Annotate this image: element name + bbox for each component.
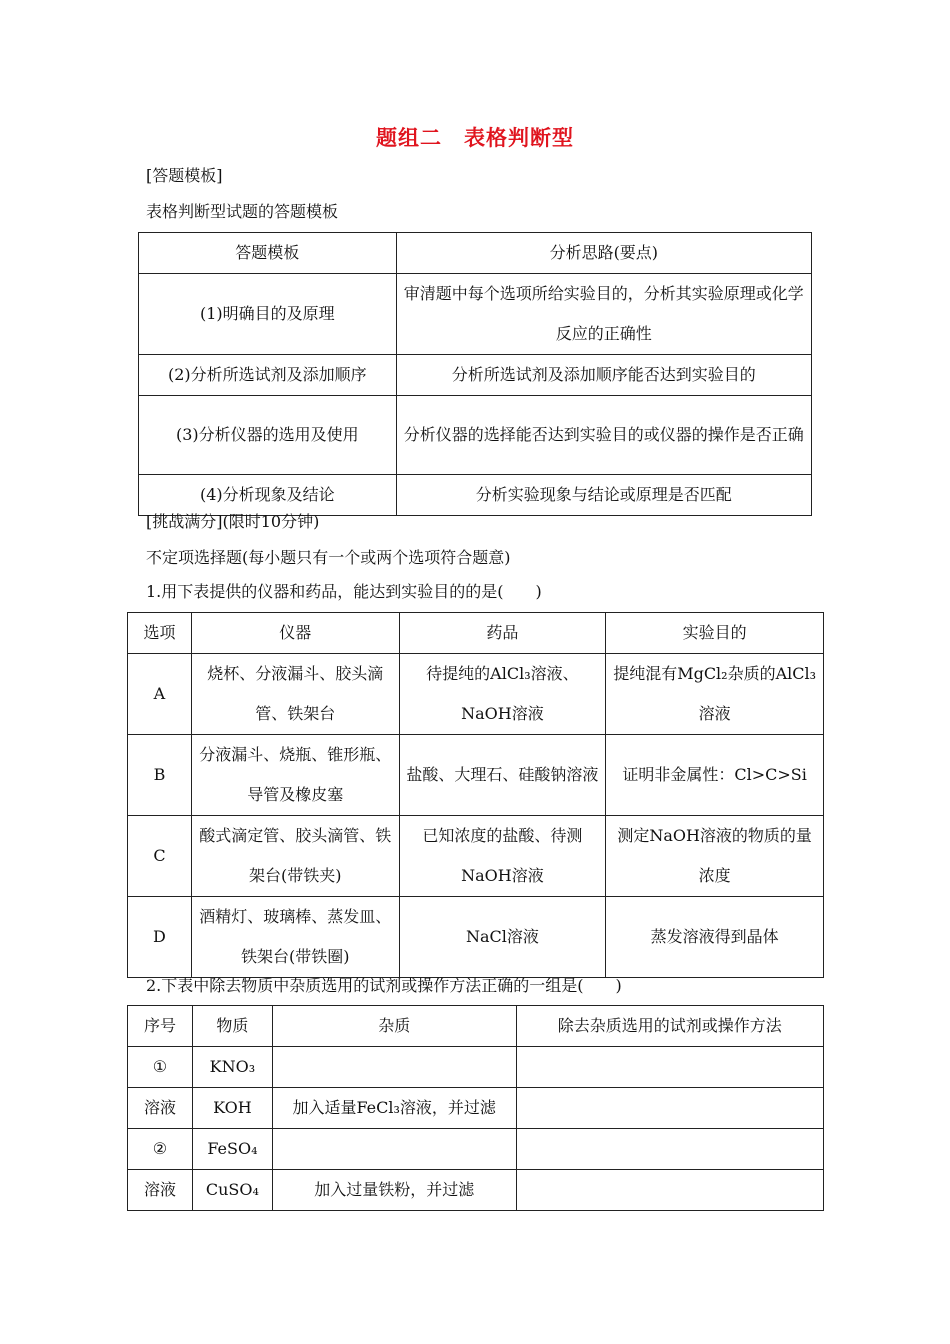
template-step: (4)分析现象及结论 xyxy=(139,475,397,516)
column-header: 选项 xyxy=(128,613,192,654)
serial-cell: 溶液 xyxy=(128,1088,193,1129)
column-header: 实验目的 xyxy=(606,613,824,654)
instrument-cell: 酒精灯、玻璃棒、蒸发皿、铁架台(带铁圈) xyxy=(191,897,399,978)
question-2-stem: 2.下表中除去物质中杂质选用的试剂或操作方法正确的一组是( ) xyxy=(146,976,622,995)
instrument-cell: 烧杯、分液漏斗、胶头滴管、铁架台 xyxy=(191,654,399,735)
impurity-cell xyxy=(272,1047,516,1088)
analysis-point: 分析实验现象与结论或原理是否匹配 xyxy=(396,475,811,516)
table-row xyxy=(128,1088,824,1129)
template-step: (3)分析仪器的选用及使用 xyxy=(139,396,397,475)
column-header: 杂质 xyxy=(272,1006,516,1047)
column-header: 除去杂质选用的试剂或操作方法 xyxy=(516,1006,823,1047)
goal-cell: 蒸发溶液得到晶体 xyxy=(606,897,824,978)
table-header-row xyxy=(128,613,824,654)
instrument-cell: 分液漏斗、烧瓶、锥形瓶、导管及橡皮塞 xyxy=(191,735,399,816)
goal-cell: 提纯混有MgCl₂杂质的AlCl₃溶液 xyxy=(606,654,824,735)
option-label: D xyxy=(128,897,192,978)
impurity-cell: 加入过量铁粉，并过滤 xyxy=(272,1170,516,1211)
table-row xyxy=(128,897,824,978)
table-row xyxy=(128,654,824,735)
challenge-heading: [挑战满分](限时10分钟) xyxy=(146,512,320,531)
question-1-stem: 1.用下表提供的仪器和药品，能达到实验目的的是( ) xyxy=(146,582,542,601)
table-row xyxy=(128,735,824,816)
column-header: 仪器 xyxy=(191,613,399,654)
instrument-cell: 酸式滴定管、胶头滴管、铁架台(带铁夹) xyxy=(191,816,399,897)
analysis-point: 分析仪器的选择能否达到实验目的或仪器的操作是否正确 xyxy=(396,396,811,475)
table-row xyxy=(128,1129,824,1170)
table-row xyxy=(128,816,824,897)
method-cell xyxy=(516,1088,823,1129)
goal-cell: 证明非金属性：Cl>C>Si xyxy=(606,735,824,816)
method-cell xyxy=(516,1170,823,1211)
template-heading: [答题模板] xyxy=(146,166,223,185)
analysis-point: 分析所选试剂及添加顺序能否达到实验目的 xyxy=(396,355,811,396)
table-header-row xyxy=(139,233,812,274)
option-label: B xyxy=(128,735,192,816)
reagent-cell: 盐酸、大理石、硅酸钠溶液 xyxy=(399,735,606,816)
table-row xyxy=(128,1170,824,1211)
table-row xyxy=(139,396,812,475)
method-cell xyxy=(516,1047,823,1088)
column-header: 药品 xyxy=(399,613,606,654)
template-intro: 表格判断型试题的答题模板 xyxy=(146,202,339,221)
column-header: 分析思路(要点) xyxy=(396,233,811,274)
table-row xyxy=(139,355,812,396)
substance-cell: CuSO₄ xyxy=(192,1170,272,1211)
impurity-cell xyxy=(272,1129,516,1170)
column-header: 序号 xyxy=(128,1006,193,1047)
analysis-point: 审清题中每个选项所给实验目的，分析其实验原理或化学反应的正确性 xyxy=(396,274,811,355)
method-cell xyxy=(516,1129,823,1170)
column-header: 答题模板 xyxy=(139,233,397,274)
substance-cell: KNO₃ xyxy=(192,1047,272,1088)
table-header-row xyxy=(128,1006,824,1047)
table-row xyxy=(139,274,812,355)
serial-cell: ① xyxy=(128,1047,193,1088)
reagent-cell: 已知浓度的盐酸、待测NaOH溶液 xyxy=(399,816,606,897)
option-label: A xyxy=(128,654,192,735)
template-step: (1)明确目的及原理 xyxy=(139,274,397,355)
serial-cell: ② xyxy=(128,1129,193,1170)
reagent-cell: NaCl溶液 xyxy=(399,897,606,978)
template-step: (2)分析所选试剂及添加顺序 xyxy=(139,355,397,396)
substance-cell: KOH xyxy=(192,1088,272,1129)
serial-cell: 溶液 xyxy=(128,1170,193,1211)
template-table xyxy=(138,232,812,516)
goal-cell: 测定NaOH溶液的物质的量浓度 xyxy=(606,816,824,897)
option-label: C xyxy=(128,816,192,897)
column-header: 物质 xyxy=(192,1006,272,1047)
page-title: 题组二 表格判断型 xyxy=(376,125,574,150)
question-type: 不定项选择题(每小题只有一个或两个选项符合题意) xyxy=(146,548,511,567)
question-1-table xyxy=(127,612,824,978)
impurity-cell: 加入适量FeCl₃溶液，并过滤 xyxy=(272,1088,516,1129)
question-2-table xyxy=(127,1005,824,1211)
reagent-cell: 待提纯的AlCl₃溶液、NaOH溶液 xyxy=(399,654,606,735)
table-row xyxy=(128,1047,824,1088)
substance-cell: FeSO₄ xyxy=(192,1129,272,1170)
